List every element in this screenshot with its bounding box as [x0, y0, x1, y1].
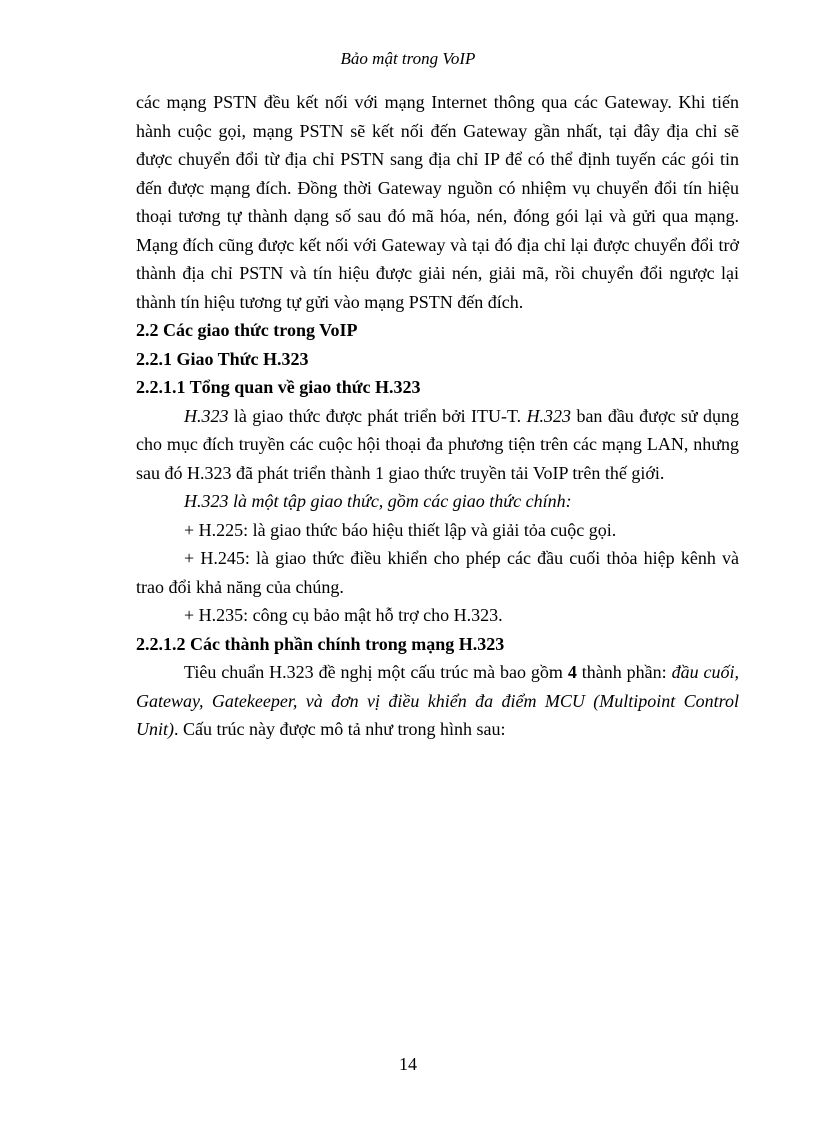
- components-text: Tiêu chuẩn H.323 đề nghị một cấu trúc mà bao gồm: [184, 662, 568, 682]
- components-count: 4: [567, 662, 577, 682]
- components-text: . Cấu trúc này được mô tả như trong hình sau:: [174, 719, 506, 739]
- components-paragraph: [136, 658, 739, 744]
- overview-text: ban đầu được sử dụng cho mục đích truyền các cuộc hội thoại đa phương tiện trên các mạng LAN, nhưng sau đó H.323 đã phát triển thành 1 giao thức truyền tải VoIP trên thế giới.: [136, 405, 739, 483]
- section-heading-2-2-1-2: 2.2.1.2 Các thành phần chính trong mạng H.323: [136, 633, 505, 654]
- protocol-item: + H.235: công cụ bảo mật hỗ trợ cho H.323.: [184, 605, 503, 625]
- section-heading-2-2-1-1: 2.2.1.1 Tổng quan về giao thức H.323: [136, 377, 421, 397]
- overview-text: là giao thức được phát triển bởi ITU-T.: [228, 405, 527, 426]
- protocols-intro: [136, 487, 739, 516]
- protocol-item: + H.245: là giao thức điều khiển cho phép các đầu cuối thỏa hiệp kênh và trao đổi khả năng của chúng.: [136, 548, 739, 597]
- overview-paragraph: [136, 402, 739, 488]
- section-heading-2-2-1: 2.2.1 Giao Thức H.323: [136, 348, 309, 369]
- running-header: Bảo mật trong VoIP: [340, 49, 476, 68]
- overview-term: H.323: [526, 405, 572, 426]
- protocol-item: + H.225: là giao thức báo hiệu thiết lập và giải tỏa cuộc gọi.: [184, 519, 617, 540]
- section-heading-2-2: 2.2 Các giao thức trong VoIP: [136, 320, 358, 340]
- document-body: [136, 88, 739, 744]
- protocols-intro-text: H.323 là một tập giao thức, gồm các giao thức chính:: [184, 491, 572, 511]
- components-list: đầu cuối, Gateway, Gatekeeper, và đơn vị điều khiển đa điểm MCU (Multipoint Control Unit): [136, 662, 740, 739]
- page-number: 14: [399, 1054, 417, 1074]
- overview-term: H.323: [184, 405, 229, 426]
- components-text: thành phần:: [576, 662, 672, 682]
- intro-paragraph: các mạng PSTN đều kết nối với mạng Internet thông qua các Gateway. Khi tiến hành cuộc gọi, mạng PSTN sẽ kết nối đến Gateway gần nhất, tại đây địa chỉ sẽ được chuyển đổi từ địa chỉ PSTN sang địa chỉ IP để có thể định tuyến các gói tin đến được mạng đích. Đồng thời Gateway nguồn có nhiệm vụ chuyển đổi tín hiệu thoại tương tự thành dạng số sau đó mã hóa, nén, đóng gói lại và gửi qua mạng. Mạng đích cũng được kết nối với Gateway và tại đó địa chỉ lại được chuyển đổi trở thành địa chỉ PSTN và tín hiệu được giải nén, giải mã, rồi chuyển đổi ngược lại thành tín hiệu tương tự gửi vào mạng PSTN đến đích.: [136, 92, 739, 312]
